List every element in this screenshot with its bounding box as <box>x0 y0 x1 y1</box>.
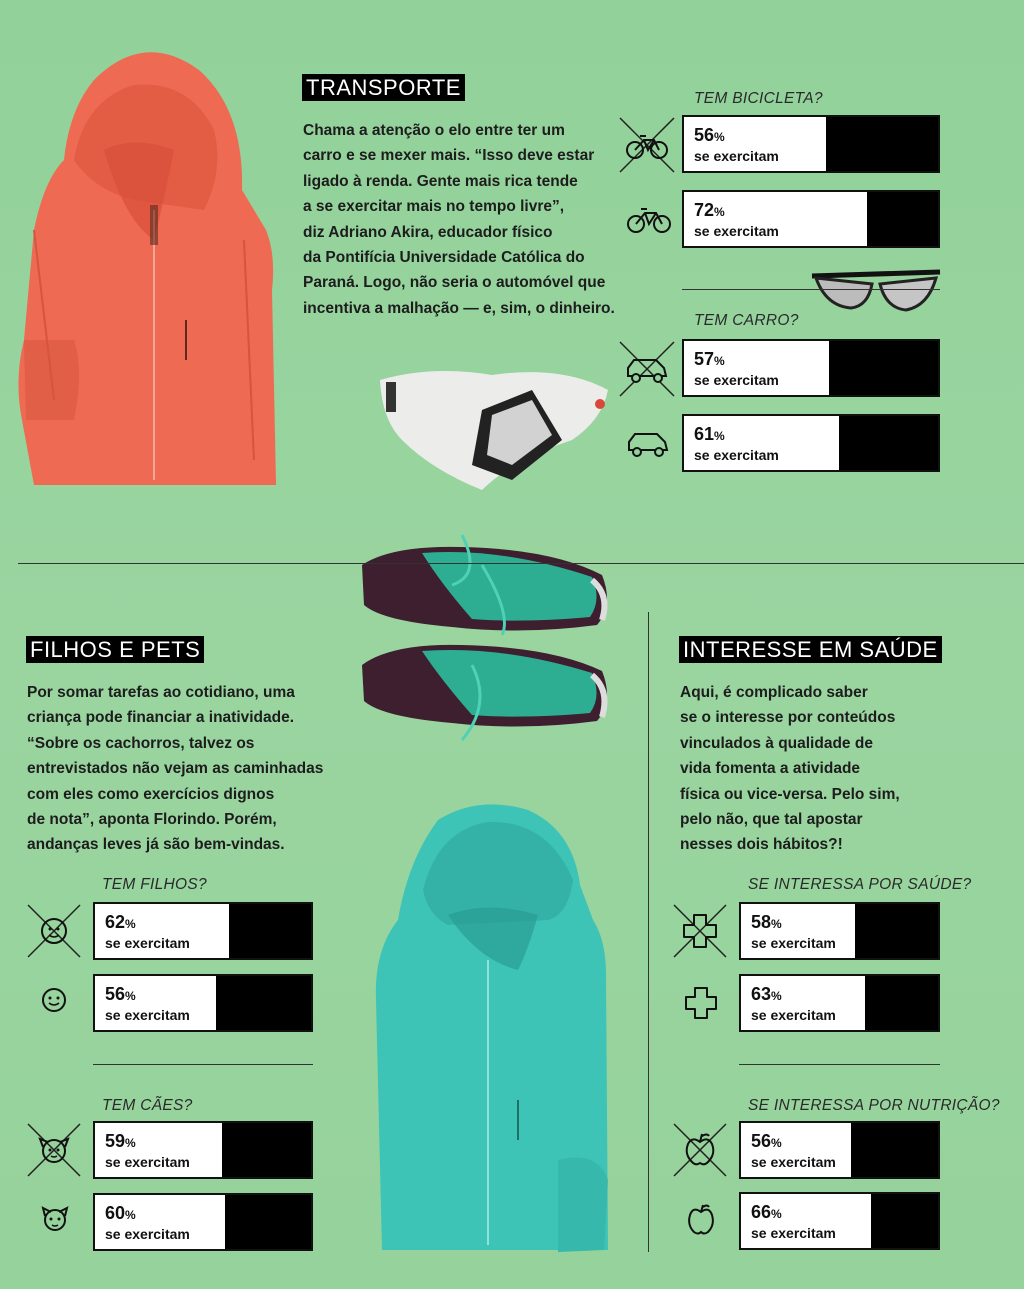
bicycle-icon <box>626 202 672 236</box>
no-health-cross-icon <box>672 903 728 959</box>
bar-no-bicycle <box>682 115 940 173</box>
no-apple-icon <box>672 1122 728 1178</box>
bar-label: se exercitam <box>694 447 779 463</box>
filhos-heading: FILHOS E PETS <box>26 636 204 663</box>
health-cross-icon <box>684 986 718 1020</box>
transporte-heading: TRANSPORTE <box>302 74 465 101</box>
caes-question: TEM CÃES? <box>102 1097 193 1114</box>
dog-face-icon <box>40 1204 70 1234</box>
orange-jacket-image <box>14 40 282 492</box>
percent-value: 56% <box>105 984 136 1004</box>
bicicleta-question: TEM BICICLETA? <box>694 90 823 107</box>
bar-no-health-interest <box>739 902 940 960</box>
bar-label: se exercitam <box>751 1154 836 1170</box>
bar-label: se exercitam <box>694 223 779 239</box>
bar-label: se exercitam <box>694 148 779 164</box>
apple-icon <box>686 1202 716 1236</box>
saude-question: SE INTERESSA POR SAÚDE? <box>748 876 972 893</box>
nutricao-question: SE INTERESSA POR NUTRIÇÃO? <box>748 1097 1000 1114</box>
bar-bicycle <box>682 190 940 248</box>
teal-jacket-image <box>368 800 612 1262</box>
carro-question: TEM CARRO? <box>694 312 799 329</box>
bar-no-dogs <box>93 1121 313 1179</box>
bar-label: se exercitam <box>751 935 836 951</box>
bar-children <box>93 974 313 1032</box>
bar-label: se exercitam <box>751 1225 836 1241</box>
percent-value: 59% <box>105 1131 136 1151</box>
saude-heading: INTERESSE EM SAÚDE <box>679 636 942 663</box>
divider <box>739 1064 940 1065</box>
percent-value: 63% <box>751 984 782 1004</box>
transporte-body: Chama a atenção o elo entre ter um carro e se mexer mais. “Isso deve estar ligado à renda. Gente mais rica tende a se exercitar mais no tempo livre”, diz Adriano Akira, educador físico da Pontifícia Universidade Católica do Paraná. Logo, não seria o automóvel que incentiva a malhação — e, sim, o dinheiro. <box>303 122 615 317</box>
no-car-icon <box>618 340 676 398</box>
bar-nutrition-interest <box>739 1192 940 1250</box>
divider <box>93 1064 313 1065</box>
bar-label: se exercitam <box>751 1007 836 1023</box>
saude-body: Aqui, é complicado saber se o interesse por conteúdos vinculados à qualidade de vida fomenta a atividade física ou vice-versa. Pelo sim, pelo não, que tal apostar nesses dois hábitos?! <box>680 684 900 854</box>
percent-value: 62% <box>105 912 136 932</box>
child-face-icon <box>40 986 68 1014</box>
bar-car <box>682 414 940 472</box>
car-icon <box>626 428 670 460</box>
percent-value: 58% <box>751 912 782 932</box>
bar-no-nutrition-interest <box>739 1121 940 1179</box>
bar-label: se exercitam <box>105 1154 190 1170</box>
bar-health-interest <box>739 974 940 1032</box>
percent-value: 61% <box>694 424 725 444</box>
no-child-face-icon <box>26 903 82 959</box>
column-divider <box>648 612 649 1252</box>
percent-value: 57% <box>694 349 725 369</box>
section-divider <box>18 563 1024 564</box>
divider <box>682 289 940 290</box>
bar-label: se exercitam <box>105 1007 190 1023</box>
running-shoes-image <box>352 525 616 753</box>
bar-no-car <box>682 339 940 397</box>
percent-value: 66% <box>751 1202 782 1222</box>
sunglasses-image <box>806 266 946 324</box>
percent-value: 72% <box>694 200 725 220</box>
no-dog-face-icon <box>26 1122 82 1178</box>
bar-label: se exercitam <box>105 1226 190 1242</box>
filhos-body: Por somar tarefas ao cotidiano, uma criança pode financiar a inatividade. “Sobre os cachorros, talvez os entrevistados não vejam as caminhadas com eles como exercícios dignos de nota”, aponta Florindo. Porém, andanças leves já são bem-vindas. <box>27 684 324 854</box>
waist-pack-image <box>372 360 616 500</box>
bar-dogs <box>93 1193 313 1251</box>
filhos-question: TEM FILHOS? <box>102 876 207 893</box>
bar-no-children <box>93 902 313 960</box>
percent-value: 56% <box>694 125 725 145</box>
bar-label: se exercitam <box>694 372 779 388</box>
percent-value: 56% <box>751 1131 782 1151</box>
no-bicycle-icon <box>618 116 676 174</box>
bar-label: se exercitam <box>105 935 190 951</box>
percent-value: 60% <box>105 1203 136 1223</box>
